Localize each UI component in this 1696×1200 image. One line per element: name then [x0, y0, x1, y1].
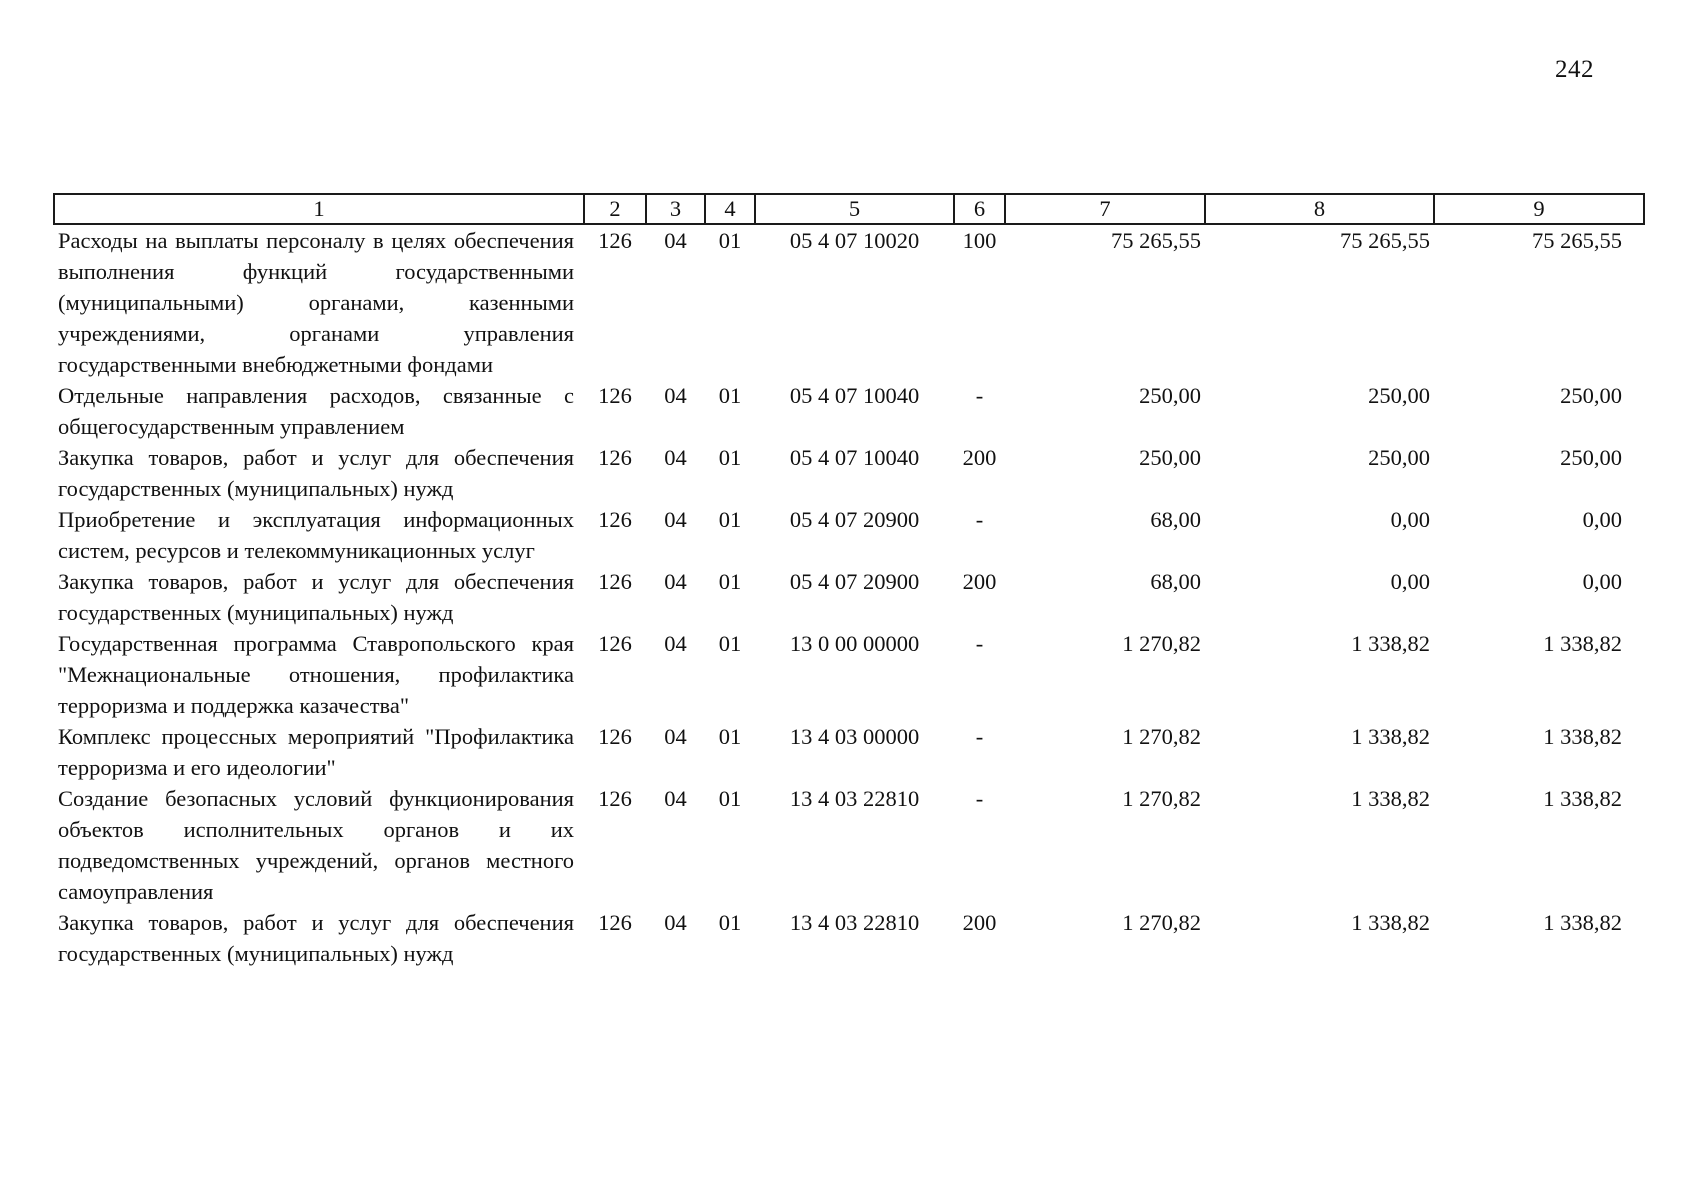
row-col-7: 250,00 [1139, 383, 1201, 408]
row-col-7: 68,00 [1150, 507, 1201, 532]
row-col-9: 1 338,82 [1543, 631, 1622, 656]
row-col-4: 01 [718, 724, 742, 749]
row-col-3: 04 [664, 724, 687, 749]
row-col-5: 13 4 03 22810 [789, 910, 920, 935]
row-col-9: 1 338,82 [1543, 786, 1622, 811]
row-name: Создание безопасных условий функционирования объектов исполнительных органов и их подведомственных учреждений, органов местного самоуправления [58, 786, 574, 904]
row-col-5: 13 4 03 00000 [789, 724, 920, 749]
row-col-4: 01 [718, 445, 742, 470]
row-col-6: - [975, 724, 984, 749]
table-body [54, 224, 1644, 969]
row-col-8: 0,00 [1390, 569, 1430, 594]
row-col-2: 126 [598, 569, 632, 594]
row-col-8: 0,00 [1390, 507, 1430, 532]
row-name: Государственная программа Ставропольского края "Межнациональные отношения, профилактика терроризма и поддержка казачества" [58, 631, 574, 718]
row-col-3: 04 [664, 445, 687, 470]
row-col-9: 1 338,82 [1543, 910, 1622, 935]
header-col-9: 9 [1434, 194, 1644, 224]
table-row [54, 628, 1644, 721]
row-col-3: 04 [664, 631, 687, 656]
table-row [54, 504, 1644, 566]
row-col-5: 13 0 00 00000 [789, 631, 920, 656]
row-col-2: 126 [598, 631, 632, 656]
row-col-6: 200 [962, 910, 997, 935]
row-col-9: 75 265,55 [1532, 228, 1622, 253]
row-col-7: 1 270,82 [1122, 786, 1201, 811]
row-name: Закупка товаров, работ и услуг для обеспечения государственных (муниципальных) нужд [58, 910, 574, 966]
table-row [54, 721, 1644, 783]
header-col-5: 5 [755, 194, 954, 224]
row-col-5: 05 4 07 20900 [789, 507, 920, 532]
row-col-4: 01 [718, 910, 742, 935]
table-row [54, 907, 1644, 969]
row-col-9: 0,00 [1582, 569, 1622, 594]
row-col-3: 04 [664, 507, 687, 532]
table-header [54, 194, 1644, 224]
row-col-5: 05 4 07 10020 [789, 228, 920, 253]
row-col-8: 75 265,55 [1340, 228, 1430, 253]
row-col-7: 250,00 [1139, 445, 1201, 470]
row-name: Комплекс процессных мероприятий "Профилактика терроризма и его идеологии" [58, 724, 574, 780]
row-col-5: 05 4 07 10040 [789, 445, 920, 470]
row-col-6: 100 [962, 228, 997, 253]
row-col-2: 126 [598, 910, 632, 935]
row-col-7: 68,00 [1150, 569, 1201, 594]
row-col-7: 75 265,55 [1111, 228, 1201, 253]
row-col-4: 01 [718, 383, 742, 408]
row-col-9: 0,00 [1582, 507, 1622, 532]
row-col-2: 126 [598, 383, 632, 408]
header-col-1: 1 [54, 194, 584, 224]
row-col-5: 05 4 07 10040 [789, 383, 920, 408]
row-col-6: - [975, 631, 984, 656]
row-col-6: - [975, 507, 984, 532]
row-name: Отдельные направления расходов, связанные с общегосударственным управлением [58, 383, 574, 439]
row-col-8: 1 338,82 [1351, 724, 1430, 749]
row-col-4: 01 [718, 631, 742, 656]
row-col-8: 1 338,82 [1351, 786, 1430, 811]
row-col-3: 04 [664, 383, 687, 408]
row-col-2: 126 [598, 228, 632, 253]
row-col-4: 01 [718, 228, 742, 253]
table-row [54, 224, 1644, 380]
row-col-4: 01 [718, 507, 742, 532]
table-row [54, 566, 1644, 628]
row-col-7: 1 270,82 [1122, 910, 1201, 935]
page-number: 242 [1555, 56, 1594, 83]
table-row [54, 783, 1644, 907]
header-col-7: 7 [1005, 194, 1205, 224]
header-col-6: 6 [954, 194, 1005, 224]
table-row [54, 380, 1644, 442]
row-col-7: 1 270,82 [1122, 724, 1201, 749]
row-col-5: 05 4 07 20900 [789, 569, 920, 594]
row-col-7: 1 270,82 [1122, 631, 1201, 656]
header-col-2: 2 [584, 194, 646, 224]
row-col-2: 126 [598, 445, 632, 470]
row-col-3: 04 [664, 569, 687, 594]
row-col-9: 250,00 [1560, 445, 1622, 470]
row-col-4: 01 [718, 786, 742, 811]
row-col-9: 250,00 [1560, 383, 1622, 408]
row-col-5: 13 4 03 22810 [789, 786, 920, 811]
row-col-2: 126 [598, 724, 632, 749]
row-name: Закупка товаров, работ и услуг для обеспечения государственных (муниципальных) нужд [58, 445, 574, 501]
row-col-6: 200 [962, 569, 997, 594]
row-col-6: - [975, 786, 984, 811]
row-col-8: 250,00 [1368, 383, 1430, 408]
row-col-4: 01 [718, 569, 742, 594]
row-col-6: 200 [962, 445, 997, 470]
row-col-3: 04 [664, 228, 687, 253]
header-col-4: 4 [705, 194, 755, 224]
row-col-6: - [975, 383, 984, 408]
row-name: Закупка товаров, работ и услуг для обеспечения государственных (муниципальных) нужд [58, 569, 574, 625]
row-name: Расходы на выплаты персоналу в целях обеспечения выполнения функций государственными (муниципальными) органами, казенными учреждениями, органами управления государственными внебюджетными фондами [58, 228, 574, 377]
row-col-2: 126 [598, 507, 632, 532]
header-col-8: 8 [1205, 194, 1434, 224]
row-col-3: 04 [664, 786, 687, 811]
header-row [54, 194, 1644, 224]
row-col-8: 250,00 [1368, 445, 1430, 470]
row-col-8: 1 338,82 [1351, 910, 1430, 935]
row-col-2: 126 [598, 786, 632, 811]
budget-table [53, 193, 1645, 969]
row-col-3: 04 [664, 910, 687, 935]
table-row [54, 442, 1644, 504]
row-col-9: 1 338,82 [1543, 724, 1622, 749]
header-col-3: 3 [646, 194, 705, 224]
row-name: Приобретение и эксплуатация информационных систем, ресурсов и телекоммуникационных услуг [58, 507, 574, 563]
row-col-8: 1 338,82 [1351, 631, 1430, 656]
